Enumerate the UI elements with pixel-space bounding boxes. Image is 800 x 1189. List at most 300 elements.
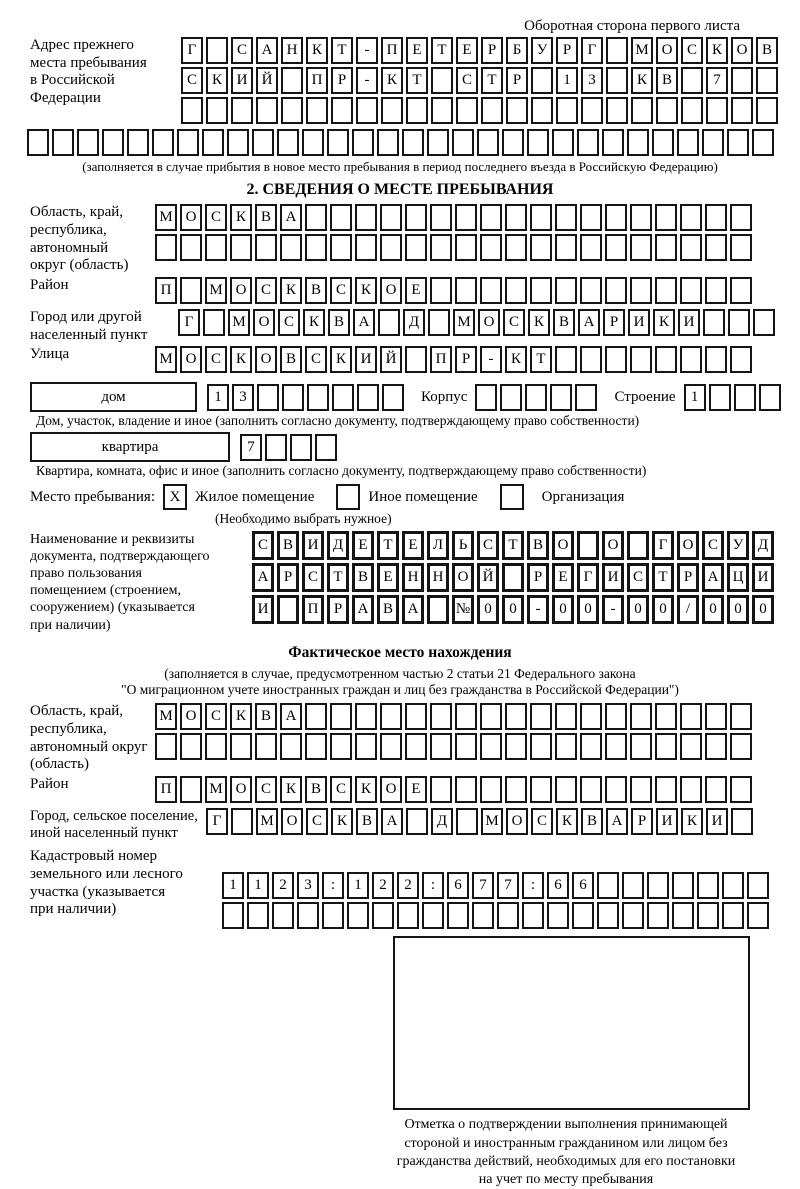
char-box: Е: [405, 277, 427, 304]
char-box: Г: [581, 37, 603, 64]
actual-region-row-2: [155, 733, 800, 760]
char-box: [180, 733, 202, 760]
char-box: [647, 872, 669, 899]
char-box: [706, 97, 728, 124]
char-box: М: [631, 37, 653, 64]
char-box: [705, 776, 727, 803]
char-box: №: [452, 595, 474, 624]
char-box: [422, 902, 444, 929]
char-box: В: [756, 37, 778, 64]
char-box: [27, 129, 49, 156]
actual-district-field: [30, 776, 800, 806]
char-box: [102, 129, 124, 156]
char-box: П: [381, 37, 403, 64]
cadastral-row-1: [222, 872, 800, 899]
char-box: В: [328, 309, 350, 336]
char-box: [630, 733, 652, 760]
char-box: :: [422, 872, 444, 899]
char-box: О: [230, 776, 252, 803]
char-box: О: [552, 531, 574, 560]
char-box: [480, 204, 502, 231]
char-box: [315, 434, 337, 461]
char-box: [622, 872, 644, 899]
actual-city-row: [206, 808, 756, 835]
char-box: [505, 703, 527, 730]
char-box: [480, 776, 502, 803]
char-box: [155, 733, 177, 760]
char-box: С: [503, 309, 525, 336]
char-box: [355, 204, 377, 231]
char-box: [281, 97, 303, 124]
char-box: [505, 277, 527, 304]
char-box: К: [306, 37, 328, 64]
char-box: Й: [477, 563, 499, 592]
char-box: [357, 384, 379, 411]
char-box: [627, 531, 649, 560]
char-box: Г: [178, 309, 200, 336]
char-box: К: [505, 346, 527, 373]
char-box: В: [377, 595, 399, 624]
char-box: О: [281, 808, 303, 835]
char-box: [290, 434, 312, 461]
char-box: П: [155, 776, 177, 803]
prev-address-caption: (заполняется в случае прибытия в новое место пребывания в период последнего въезда в Российскую Федерацию): [82, 159, 718, 174]
char-box: О: [506, 808, 528, 835]
char-box: [205, 234, 227, 261]
char-box: [627, 129, 649, 156]
region-rows: [155, 204, 800, 264]
char-box: [555, 703, 577, 730]
char-box: Е: [405, 776, 427, 803]
char-box: С: [627, 563, 649, 592]
char-box: С: [231, 37, 253, 64]
char-box: [680, 204, 702, 231]
char-box: -: [356, 67, 378, 94]
char-box: [480, 733, 502, 760]
char-box: [77, 129, 99, 156]
char-box: [552, 129, 574, 156]
char-box: [431, 97, 453, 124]
char-box: Й: [380, 346, 402, 373]
house-number-cells: [207, 384, 407, 411]
char-box: [203, 309, 225, 336]
stamp-caption: Отметка о подтверждении выполнения принимающей стороной и иностранным гражданином или лицом без гражданства действий, необходимых для его постановки на учет по месту пребывания: [396, 1117, 736, 1187]
char-box: [677, 129, 699, 156]
char-box: [572, 902, 594, 929]
char-box: [227, 129, 249, 156]
char-box: [307, 384, 329, 411]
char-box: [477, 129, 499, 156]
stay-option-organization: [492, 484, 625, 510]
char-box: И: [656, 808, 678, 835]
char-box: [380, 703, 402, 730]
char-box: [530, 204, 552, 231]
char-box: М: [205, 776, 227, 803]
char-box: [605, 776, 627, 803]
char-box: [428, 309, 450, 336]
char-box: И: [752, 563, 774, 592]
char-box: Ь: [452, 531, 474, 560]
char-box: В: [581, 808, 603, 835]
char-box: /: [677, 595, 699, 624]
char-box: К: [280, 277, 302, 304]
char-box: Й: [256, 67, 278, 94]
prev-address-row-3: [181, 97, 800, 124]
char-box: [155, 234, 177, 261]
char-box: [255, 733, 277, 760]
char-box: М: [155, 703, 177, 730]
char-box: [152, 129, 174, 156]
char-box: [722, 872, 744, 899]
char-box: Г: [577, 563, 599, 592]
char-box: -: [527, 595, 549, 624]
char-box: [505, 234, 527, 261]
char-box: [577, 129, 599, 156]
char-box: К: [528, 309, 550, 336]
char-box: [680, 776, 702, 803]
char-box: С: [302, 563, 324, 592]
char-box: Р: [455, 346, 477, 373]
char-box: [456, 97, 478, 124]
apartment-cells: [240, 434, 340, 461]
char-box: [305, 703, 327, 730]
char-box: В: [305, 277, 327, 304]
char-box: [550, 384, 572, 411]
char-box: С: [681, 37, 703, 64]
char-box: А: [578, 309, 600, 336]
char-box: Т: [481, 67, 503, 94]
char-box: Р: [556, 37, 578, 64]
prev-address-field: [30, 37, 800, 127]
char-box: С: [205, 703, 227, 730]
char-box: [555, 733, 577, 760]
char-box: [547, 902, 569, 929]
char-box: [647, 902, 669, 929]
char-box: [730, 703, 752, 730]
char-box: [277, 595, 299, 624]
char-box: [702, 129, 724, 156]
char-box: В: [280, 346, 302, 373]
prev-address-rows: [181, 37, 800, 127]
char-box: 2: [372, 872, 394, 899]
char-box: Е: [352, 531, 374, 560]
city-row: [178, 309, 778, 336]
char-box: В: [352, 563, 374, 592]
char-box: Г: [181, 37, 203, 64]
char-box: О: [230, 277, 252, 304]
other-premises-checkbox: [336, 484, 360, 510]
char-box: [231, 97, 253, 124]
char-box: [505, 204, 527, 231]
char-box: [177, 129, 199, 156]
char-box: -: [356, 37, 378, 64]
char-box: 0: [477, 595, 499, 624]
char-box: [752, 129, 774, 156]
char-box: -: [480, 346, 502, 373]
char-box: Т: [502, 531, 524, 560]
char-box: [580, 204, 602, 231]
char-box: Г: [652, 531, 674, 560]
char-box: [306, 97, 328, 124]
char-box: 2: [272, 872, 294, 899]
char-box: [382, 384, 404, 411]
char-box: [406, 808, 428, 835]
char-box: 1: [347, 872, 369, 899]
char-box: [205, 733, 227, 760]
char-box: Р: [631, 808, 653, 835]
apartment-row: [30, 432, 800, 462]
stroenie-label: Строение: [614, 388, 676, 405]
char-box: [656, 97, 678, 124]
char-box: [655, 234, 677, 261]
char-box: Д: [327, 531, 349, 560]
char-box: [731, 67, 753, 94]
stay-type-row: [30, 484, 800, 510]
char-box: [681, 67, 703, 94]
char-box: [580, 703, 602, 730]
char-box: Т: [652, 563, 674, 592]
char-box: 7: [472, 872, 494, 899]
char-box: [180, 277, 202, 304]
char-box: С: [255, 776, 277, 803]
char-box: 0: [577, 595, 599, 624]
char-box: [672, 902, 694, 929]
char-box: К: [330, 346, 352, 373]
char-box: В: [277, 531, 299, 560]
char-box: О: [255, 346, 277, 373]
section2-title: 2. СВЕДЕНИЯ О МЕСТЕ ПРЕБЫВАНИЯ: [246, 181, 554, 199]
char-box: Б: [506, 37, 528, 64]
char-box: К: [230, 346, 252, 373]
char-box: С: [278, 309, 300, 336]
char-box: [555, 346, 577, 373]
char-box: [630, 234, 652, 261]
char-box: К: [631, 67, 653, 94]
char-box: Ц: [727, 563, 749, 592]
char-box: [281, 67, 303, 94]
char-box: [497, 902, 519, 929]
cadastral-label: Кадастровый номер земельного или лесного участка (указывается при наличии): [30, 848, 183, 918]
char-box: В: [553, 309, 575, 336]
stroenie-cells: [684, 384, 784, 411]
char-box: К: [280, 776, 302, 803]
char-box: [180, 234, 202, 261]
char-box: К: [355, 277, 377, 304]
char-box: 0: [552, 595, 574, 624]
char-box: [577, 531, 599, 560]
char-box: [697, 872, 719, 899]
char-box: [427, 129, 449, 156]
char-box: [355, 234, 377, 261]
house-caption: Дом, участок, владение и иное (заполнить согласно документу, подтверждающему право собственности): [36, 413, 640, 429]
street-label: Улица: [30, 346, 70, 363]
prev-address-row-2: [181, 67, 800, 94]
char-box: Е: [552, 563, 574, 592]
char-box: [575, 384, 597, 411]
char-box: К: [556, 808, 578, 835]
char-box: К: [230, 204, 252, 231]
char-box: [597, 872, 619, 899]
char-box: О: [180, 703, 202, 730]
char-box: [580, 277, 602, 304]
char-box: Н: [281, 37, 303, 64]
district-label: Район: [30, 277, 69, 293]
char-box: Р: [506, 67, 528, 94]
char-box: К: [681, 808, 703, 835]
char-box: [705, 703, 727, 730]
char-box: С: [456, 67, 478, 94]
region-row-2: [155, 234, 800, 261]
other-premises-label: Иное помещение: [368, 488, 478, 505]
char-box: [247, 902, 269, 929]
char-box: [430, 234, 452, 261]
char-box: [730, 277, 752, 304]
char-box: Р: [277, 563, 299, 592]
char-box: [305, 733, 327, 760]
char-box: [630, 776, 652, 803]
char-box: И: [231, 67, 253, 94]
char-box: [447, 902, 469, 929]
char-box: К: [206, 67, 228, 94]
char-box: О: [478, 309, 500, 336]
char-box: [377, 129, 399, 156]
char-box: [332, 384, 354, 411]
cadastral-field: [30, 848, 800, 932]
char-box: [206, 97, 228, 124]
char-box: [405, 346, 427, 373]
char-box: [472, 902, 494, 929]
char-box: [380, 204, 402, 231]
actual-district-label: Район: [30, 776, 69, 793]
char-box: И: [706, 808, 728, 835]
char-box: :: [322, 872, 344, 899]
char-box: И: [628, 309, 650, 336]
char-box: [506, 97, 528, 124]
char-box: С: [702, 531, 724, 560]
char-box: [330, 234, 352, 261]
char-box: 0: [652, 595, 674, 624]
char-box: 0: [627, 595, 649, 624]
char-box: [730, 234, 752, 261]
document-rows: [252, 531, 800, 627]
char-box: С: [330, 776, 352, 803]
korpus-cells: [475, 384, 600, 411]
char-box: [680, 346, 702, 373]
char-box: У: [727, 531, 749, 560]
char-box: [731, 808, 753, 835]
char-box: П: [306, 67, 328, 94]
char-box: О: [253, 309, 275, 336]
char-box: [580, 733, 602, 760]
char-box: К: [355, 776, 377, 803]
char-box: П: [430, 346, 452, 373]
region-label: Область, край, республика, автономный округ (область): [30, 204, 129, 274]
char-box: С: [205, 346, 227, 373]
char-box: П: [155, 277, 177, 304]
char-box: Д: [431, 808, 453, 835]
char-box: 0: [702, 595, 724, 624]
char-box: :: [522, 872, 544, 899]
stay-type-label: Место пребывания:: [30, 488, 155, 505]
char-box: 1: [247, 872, 269, 899]
char-box: [525, 384, 547, 411]
region-row-1: [155, 204, 800, 231]
char-box: 6: [572, 872, 594, 899]
house-row: [30, 382, 800, 412]
char-box: А: [353, 309, 375, 336]
char-box: [347, 902, 369, 929]
char-box: Р: [481, 37, 503, 64]
char-box: [282, 384, 304, 411]
char-box: [52, 129, 74, 156]
char-box: [378, 309, 400, 336]
char-box: Е: [456, 37, 478, 64]
char-box: К: [331, 808, 353, 835]
char-box: [605, 733, 627, 760]
char-box: [709, 384, 731, 411]
apartment-type-box: квартира: [30, 432, 230, 462]
char-box: Д: [752, 531, 774, 560]
char-box: [480, 277, 502, 304]
apartment-caption: Квартира, комната, офис и иное (заполнить согласно документу, подтверждающему право собственности): [36, 463, 647, 479]
char-box: [405, 204, 427, 231]
char-box: [605, 234, 627, 261]
char-box: [480, 234, 502, 261]
char-box: [630, 346, 652, 373]
char-box: [455, 277, 477, 304]
char-box: 3: [232, 384, 254, 411]
char-box: [722, 902, 744, 929]
document-field: [30, 531, 800, 633]
char-box: К: [653, 309, 675, 336]
char-box: [127, 129, 149, 156]
char-box: И: [678, 309, 700, 336]
char-box: М: [155, 346, 177, 373]
char-box: О: [602, 531, 624, 560]
char-box: [222, 902, 244, 929]
char-box: А: [381, 808, 403, 835]
char-box: [680, 234, 702, 261]
char-box: [605, 204, 627, 231]
char-box: [256, 97, 278, 124]
char-box: [277, 129, 299, 156]
char-box: 2: [397, 872, 419, 899]
char-box: [606, 97, 628, 124]
char-box: [734, 384, 756, 411]
char-box: [481, 97, 503, 124]
char-box: М: [155, 204, 177, 231]
char-box: О: [731, 37, 753, 64]
char-box: С: [305, 346, 327, 373]
char-box: [655, 776, 677, 803]
char-box: [680, 703, 702, 730]
char-box: [405, 733, 427, 760]
char-box: [703, 309, 725, 336]
char-box: [655, 346, 677, 373]
document-label: Наименование и реквизиты документа, подтверждающего право пользования помещением (строением, сооружением) (указывается при наличии): [30, 532, 210, 633]
house-type-box: дом: [30, 382, 197, 412]
char-box: [181, 97, 203, 124]
char-box: [322, 902, 344, 929]
district-row: [155, 277, 755, 304]
stamp-area: [393, 936, 750, 1110]
char-box: [602, 129, 624, 156]
char-box: [655, 733, 677, 760]
char-box: [681, 97, 703, 124]
char-box: А: [606, 808, 628, 835]
char-box: [455, 733, 477, 760]
street-field: [30, 346, 800, 376]
